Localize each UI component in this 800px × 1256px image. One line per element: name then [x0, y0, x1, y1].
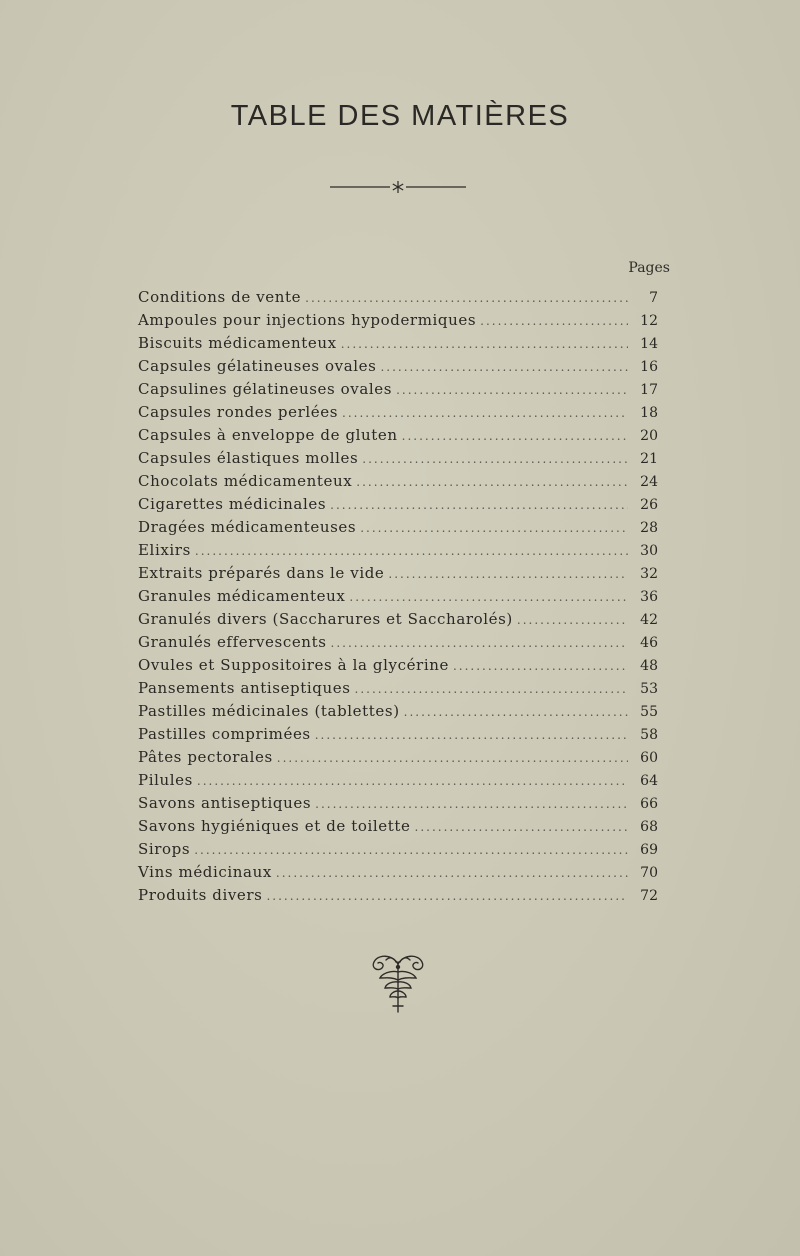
dot-leader — [315, 793, 628, 816]
toc-entry — [138, 746, 658, 769]
toc-entry — [138, 424, 658, 447]
toc-entry-label: Granulés divers (Saccharures et Saccharolés) — [138, 610, 513, 628]
toc-entry-page: 24 — [640, 474, 658, 490]
dot-leader — [194, 839, 628, 862]
dot-leader — [315, 724, 628, 747]
toc-entry-label: Extraits préparés dans le vide — [138, 564, 385, 582]
toc-entry-page: 18 — [640, 405, 658, 421]
toc-entry-page: 53 — [640, 681, 658, 697]
dot-leader — [276, 862, 628, 885]
dot-leader — [480, 310, 628, 333]
dot-leader — [356, 471, 628, 494]
toc-entry — [138, 585, 658, 608]
dot-leader — [266, 885, 628, 908]
toc-entry-label: Cigarettes médicinales — [138, 495, 327, 513]
toc-entry-page: 69 — [640, 842, 658, 858]
toc-entry-page: 17 — [640, 382, 658, 398]
toc-entry — [138, 861, 658, 884]
toc-entry — [138, 884, 658, 907]
toc-entry-page: 72 — [640, 888, 658, 904]
toc-entry — [138, 516, 658, 539]
toc-entry-page: 32 — [640, 566, 658, 582]
toc-entry-page: 64 — [640, 773, 658, 789]
fleuron-ornament-icon — [366, 950, 430, 1014]
toc-entry — [138, 470, 658, 493]
dot-leader — [349, 586, 628, 609]
toc-entry-page: 58 — [640, 727, 658, 743]
toc-entry-label: Capsules gélatineuses ovales — [138, 357, 377, 375]
toc-entry — [138, 700, 658, 723]
page-title: TABLE DES MATIÈRES — [230, 100, 570, 132]
pages-column-header: Pages — [628, 260, 670, 276]
toc-entry-page: 48 — [640, 658, 658, 674]
toc-entry — [138, 654, 658, 677]
toc-entry-label: Ovules et Suppositoires à la glycérine — [138, 656, 449, 674]
toc-entry-label: Produits divers — [138, 886, 263, 904]
toc-entry-page: 21 — [640, 451, 658, 467]
toc-entry — [138, 332, 658, 355]
dot-leader — [402, 425, 628, 448]
dot-leader — [380, 356, 628, 379]
dot-leader — [305, 287, 628, 310]
toc-entry — [138, 838, 658, 861]
toc-entry — [138, 493, 658, 516]
toc-entry-page: 16 — [640, 359, 658, 375]
toc-entry-label: Granules médicamenteux — [138, 587, 346, 605]
toc-entry — [138, 631, 658, 654]
dot-leader — [330, 494, 628, 517]
dot-leader — [362, 448, 628, 471]
toc-entry-label: Biscuits médicamenteux — [138, 334, 337, 352]
dot-leader — [331, 632, 629, 655]
dot-leader — [415, 816, 628, 839]
toc-entry-page: 26 — [640, 497, 658, 513]
toc-entry-page: 7 — [649, 290, 658, 306]
toc-entry-page: 20 — [640, 428, 658, 444]
toc-entry-label: Capsulines gélatineuses ovales — [138, 380, 393, 398]
toc-entry — [138, 608, 658, 631]
toc-entry-page: 36 — [640, 589, 658, 605]
toc-entry-page: 60 — [640, 750, 658, 766]
toc-entry-label: Pilules — [138, 771, 193, 789]
toc-entry-label: Pastilles médicinales (tablettes) — [138, 702, 400, 720]
toc-entry-label: Sirops — [138, 840, 191, 858]
toc-entry-page: 28 — [640, 520, 658, 536]
toc-entry-page: 68 — [640, 819, 658, 835]
toc-entry-page: 42 — [640, 612, 658, 628]
toc-entry — [138, 309, 658, 332]
toc-entry — [138, 815, 658, 838]
dot-leader — [341, 333, 628, 356]
dot-leader — [355, 678, 628, 701]
toc-entry-label: Pansements antiseptiques — [138, 679, 351, 697]
toc-entry-label: Capsules à enveloppe de gluten — [138, 426, 398, 444]
dot-leader — [195, 540, 628, 563]
toc-entry-label: Vins médicinaux — [138, 863, 272, 881]
toc-entry-label: Pâtes pectorales — [138, 748, 273, 766]
toc-entry-page: 70 — [640, 865, 658, 881]
toc-entry-label: Savons antiseptiques — [138, 794, 312, 812]
table-of-contents — [138, 286, 658, 907]
toc-entry-label: Chocolats médicamenteux — [138, 472, 353, 490]
toc-entry — [138, 286, 658, 309]
toc-entry-label: Ampoules pour injections hypodermiques — [138, 311, 477, 329]
toc-entry — [138, 539, 658, 562]
toc-entry-label: Capsules rondes perlées — [138, 403, 339, 421]
toc-entry — [138, 723, 658, 746]
toc-entry — [138, 447, 658, 470]
toc-entry — [138, 401, 658, 424]
dot-leader — [342, 402, 628, 425]
dot-leader — [360, 517, 628, 540]
dot-leader — [404, 701, 628, 724]
dot-leader — [277, 747, 628, 770]
dot-leader — [396, 379, 628, 402]
toc-entry — [138, 355, 658, 378]
toc-entry — [138, 677, 658, 700]
toc-entry-page: 55 — [640, 704, 658, 720]
toc-entry — [138, 769, 658, 792]
dot-leader — [388, 563, 628, 586]
toc-entry-label: Pastilles comprimées — [138, 725, 311, 743]
toc-entry-label: Capsules élastiques molles — [138, 449, 359, 467]
toc-entry-page: 30 — [640, 543, 658, 559]
toc-entry-page: 66 — [640, 796, 658, 812]
dot-leader — [197, 770, 628, 793]
toc-entry-page: 12 — [640, 313, 658, 329]
toc-entry — [138, 792, 658, 815]
toc-entry-label: Granulés effervescents — [138, 633, 327, 651]
toc-entry-label: Dragées médicamenteuses — [138, 518, 357, 536]
toc-entry-label: Conditions de vente — [138, 288, 302, 306]
asterisk-rule-icon — [330, 180, 466, 194]
toc-entry-page: 46 — [640, 635, 658, 651]
dot-leader — [517, 609, 628, 632]
toc-entry-page: 14 — [640, 336, 658, 352]
dot-leader — [453, 655, 628, 678]
toc-entry-label: Elixirs — [138, 541, 191, 559]
toc-entry-label: Savons hygiéniques et de toilette — [138, 817, 411, 835]
toc-entry — [138, 378, 658, 401]
toc-entry — [138, 562, 658, 585]
